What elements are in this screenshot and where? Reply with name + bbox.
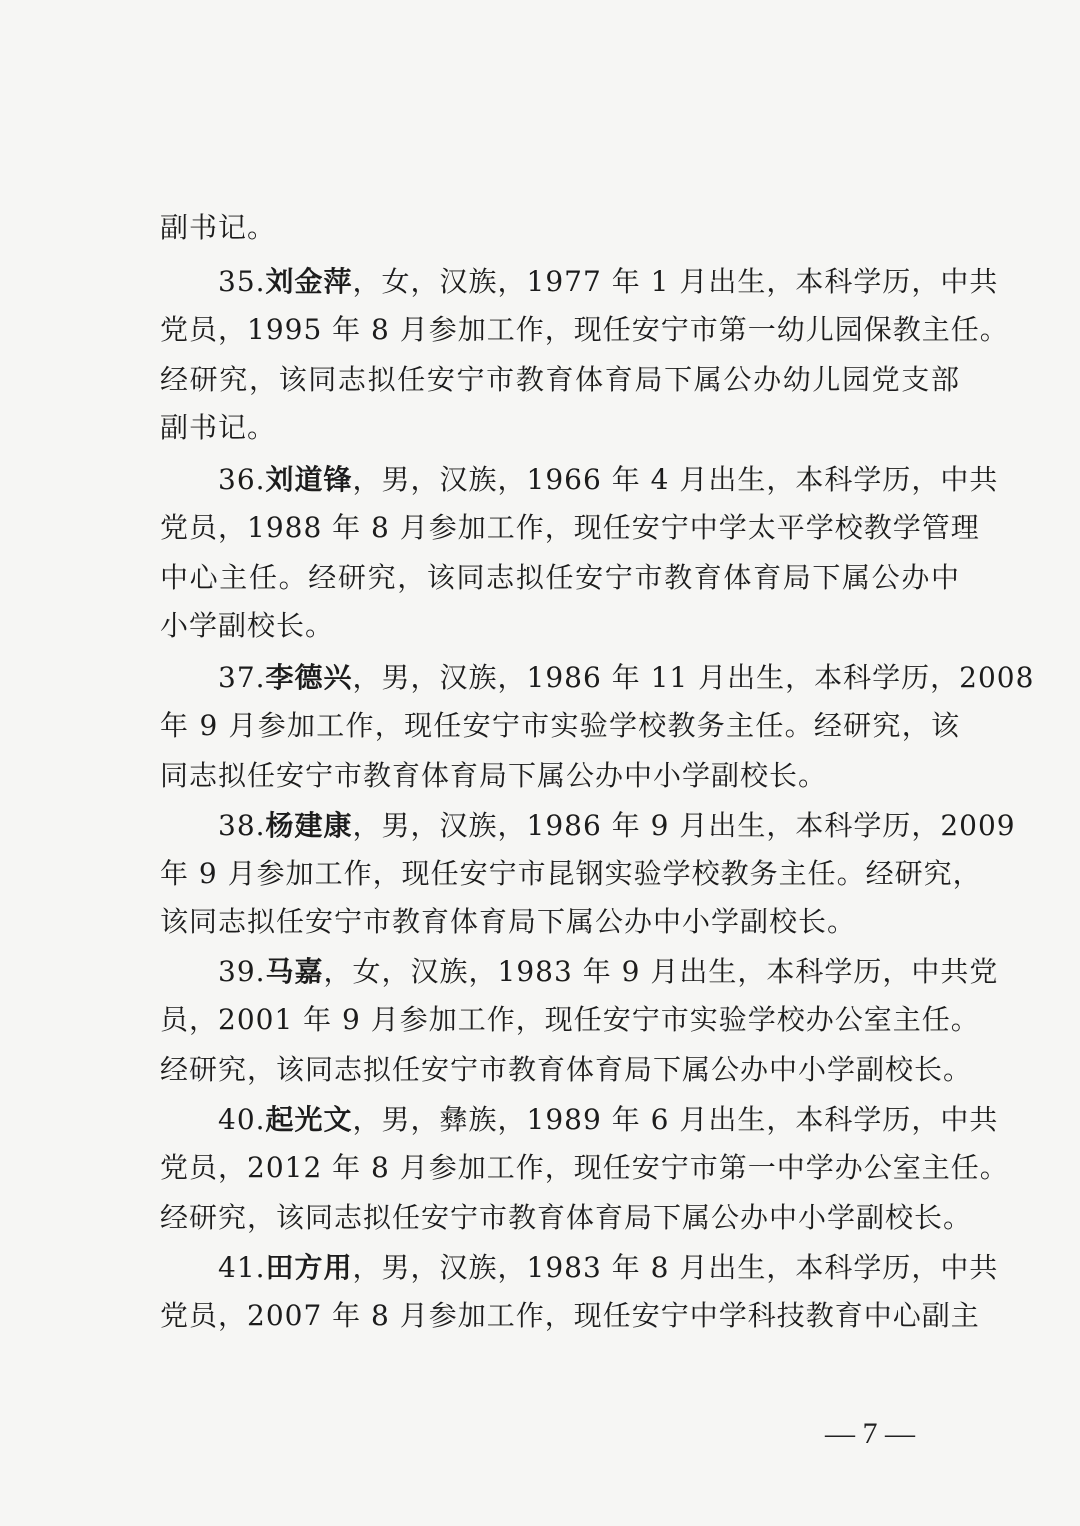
text-line: 党员，2012 年 8 月参加工作，现任安宁市第一中学办公室主任。 — [160, 1151, 1009, 1184]
page-number: — 7 — — [825, 1417, 915, 1450]
entry-heading-line: 37.李德兴，男，汉族，1986 年 11 月出生，本科学历，2008 — [218, 661, 1035, 694]
text-line: 年 9 月参加工作，现任安宁市昆钢实验学校教务主任。经研究， — [160, 857, 982, 890]
person-name: 杨建康 — [265, 809, 353, 842]
person-name: 李德兴 — [265, 661, 353, 694]
text-line: 同志拟任安宁市教育体育局下属公办中小学副校长。 — [160, 759, 828, 792]
text-line: 经研究，该同志拟任安宁市教育体育局下属公办中小学副校长。 — [160, 1201, 973, 1234]
entry-number: 36. — [218, 463, 266, 496]
entry-number: 41. — [218, 1251, 266, 1284]
entry-number: 39. — [218, 955, 266, 988]
text-line: 党员，1988 年 8 月参加工作，现任安宁中学太平学校教学管理 — [160, 511, 980, 544]
person-name: 马嘉 — [265, 955, 324, 988]
person-name: 起光文 — [265, 1103, 353, 1136]
person-name: 田方用 — [265, 1251, 353, 1284]
text-line: 经研究，该同志拟任安宁市教育体育局下属公办幼儿园党支部 — [160, 363, 960, 396]
text-line: 副书记。 — [160, 211, 277, 244]
entry-heading-line: 35.刘金萍，女，汉族，1977 年 1 月出生，本科学历，中共 — [218, 265, 999, 298]
entry-number: 38. — [218, 809, 266, 842]
text-line: 中心主任。经研究，该同志拟任安宁市教育体育局下属公办中 — [160, 561, 960, 594]
person-name: 刘道锋 — [265, 463, 353, 496]
person-name: 刘金萍 — [265, 265, 353, 298]
entry-number: 35. — [218, 265, 266, 298]
entry-heading-line: 38.杨建康，男，汉族，1986 年 9 月出生，本科学历，2009 — [218, 809, 1016, 842]
text-line: 副书记。 — [160, 411, 277, 444]
text-line: 党员，1995 年 8 月参加工作，现任安宁市第一幼儿园保教主任。 — [160, 313, 1009, 346]
entry-heading-line: 41.田方用，男，汉族，1983 年 8 月出生，本科学历，中共 — [218, 1251, 999, 1284]
text-line: 党员，2007 年 8 月参加工作，现任安宁中学科技教育中心副主 — [160, 1299, 980, 1332]
text-line: 员，2001 年 9 月参加工作，现任安宁市实验学校办公室主任。 — [160, 1003, 980, 1036]
entry-heading-line: 36.刘道锋，男，汉族，1966 年 4 月出生，本科学历，中共 — [218, 463, 999, 496]
entry-heading-line: 39.马嘉，女，汉族，1983 年 9 月出生，本科学历，中共党 — [218, 955, 999, 988]
text-line: 经研究，该同志拟任安宁市教育体育局下属公办中小学副校长。 — [160, 1053, 973, 1086]
entry-number: 40. — [218, 1103, 266, 1136]
text-line: 年 9 月参加工作，现任安宁市实验学校教务主任。经研究，该 — [160, 709, 960, 742]
entry-number: 37. — [218, 661, 266, 694]
text-line: 该同志拟任安宁市教育体育局下属公办中小学副校长。 — [160, 905, 857, 938]
text-line: 小学副校长。 — [160, 609, 335, 642]
entry-heading-line: 40.起光文，男，彝族，1989 年 6 月出生，本科学历，中共 — [218, 1103, 999, 1136]
